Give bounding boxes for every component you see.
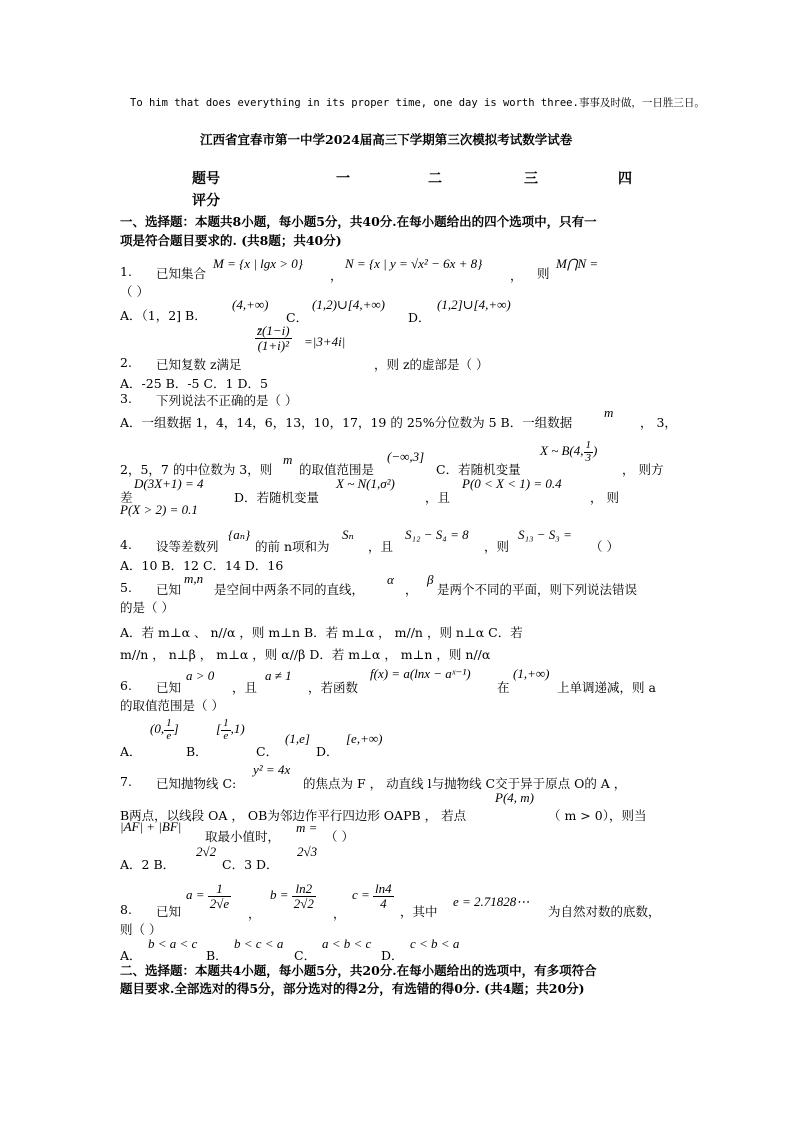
q3-line1-m: m	[604, 405, 614, 420]
q8-c	[352, 882, 394, 910]
q8-opt-b: B．	[206, 948, 228, 963]
q3-line3-b: D．若随机变量	[234, 490, 320, 505]
q4-sequence: {aₙ}	[228, 527, 251, 542]
q2-text: 已知复数 z满足	[156, 357, 242, 372]
q6-opt-b-num: 1	[223, 717, 229, 729]
q6-opt-b-math	[216, 718, 245, 742]
q7-line2-b: （ m > 0），则当	[548, 808, 647, 823]
q6-opt-a-math	[150, 718, 179, 742]
section2-heading-line2: 题目要求.全部选对的得5分，部分选对的得2分，有选错的得0分. (共4题；共20分)	[120, 981, 585, 996]
q6-opt-c-math: (1,e]	[285, 731, 310, 746]
q6-opt-b-den: e	[223, 729, 229, 742]
q3-binom-num: 1	[585, 439, 591, 451]
q2-options: A．-25 B．-5 C．1 D．5	[120, 376, 268, 391]
q6-cond1: a > 0	[186, 668, 215, 683]
score-row-label: 评分	[192, 193, 220, 209]
q7-opt-b-math: 2√2	[196, 844, 217, 859]
q4-paren: （ ）	[590, 539, 619, 554]
q3-text: 下列说法不正确的是（ ）	[156, 393, 298, 408]
q4-condition: S₁₂ − S₄ = 8	[405, 527, 469, 542]
q1-set-n: N = {x | y = √x² − 6x + 8}	[345, 256, 483, 271]
q6-opt-a: A．	[120, 744, 142, 759]
q6-opt-a-close: ]	[173, 721, 179, 737]
q3-line3-c: ，且	[425, 490, 451, 505]
q8-sep1: ，	[248, 906, 261, 921]
q8-c-lhs: c =	[352, 887, 370, 903]
q6-function: f(x) = a(lnx − aˣ⁻¹)	[370, 666, 471, 681]
q3-line1: A．一组数据 1，4，14，6，13，10，17，19 的 25%分位数为 5 B．一组数据	[120, 415, 573, 430]
q3-prob: P(0 < X < 1) = 0.4	[462, 476, 562, 491]
q6-cond2: a ≠ 1	[265, 668, 292, 683]
q7-opt-c: C．3 D．	[222, 857, 279, 872]
q1-then: 则	[537, 266, 550, 281]
q1-option-d: D．	[408, 310, 431, 325]
q1-text: 已知集合	[156, 266, 207, 281]
q8-a	[186, 882, 231, 910]
q4-text-b: 的前 n项和为	[255, 539, 330, 554]
q2-tail: ，则 z的虚部是（ ）	[374, 357, 489, 372]
q4-text-a: 设等差数列	[156, 539, 219, 554]
q1-comma2: ，	[510, 268, 523, 283]
q6-opt-b: B．	[186, 744, 208, 759]
q8-opt-a: A．	[120, 948, 142, 963]
score-col-3: 三	[524, 171, 538, 187]
q7-number: 7.	[120, 774, 132, 789]
q8-text-b: ，其中	[400, 904, 438, 919]
q8-a-den: 2√e	[209, 895, 230, 911]
q6-opt-c: C．	[256, 744, 279, 759]
q1-intersection: M⋂N =	[556, 256, 599, 271]
q4-number: 4.	[120, 537, 132, 552]
q3-binomial	[540, 440, 597, 464]
q8-opt-c: C．	[294, 948, 317, 963]
q3-line2-tail: ， 则方	[622, 462, 664, 477]
q5-beta: β	[427, 572, 434, 587]
q4-sn: Sₙ	[342, 527, 354, 542]
q4-text-c: ，且	[368, 539, 394, 554]
q6-opt-d: D．	[316, 744, 339, 759]
q1-option-b-math: (4,+∞)	[232, 297, 269, 312]
q3-normal: X ~ N(1,σ²)	[336, 476, 395, 491]
q8-opt-d-math: c < b < a	[410, 936, 460, 951]
q4-text-d: ，则	[484, 539, 510, 554]
q1-option-c: C．	[286, 310, 309, 325]
q2-equation: =|3+4i|	[304, 334, 346, 349]
q3-line2-c: C．若随机变量	[436, 462, 521, 477]
q8-c-num: ln4	[375, 881, 392, 896]
q2-number: 2.	[120, 355, 132, 370]
score-col-1: 一	[336, 171, 350, 187]
q7-m-eq: m =	[296, 820, 318, 835]
section1-heading-line1: 一、选择题：本题共8小题，每小题5分，共40分.在每小题给出的四个选项中，只有一	[120, 214, 597, 229]
q3-line2-m: m	[283, 452, 293, 467]
q1-answer-paren: （ ）	[120, 284, 149, 299]
q3-binom-den: 3	[585, 451, 591, 464]
score-header-label: 题号	[192, 171, 220, 187]
q5-number: 5.	[120, 580, 132, 595]
q4-target: S₁₃ − S₃ =	[518, 527, 572, 542]
q1-option-a: A．（1，2] B．	[120, 308, 207, 323]
q8-b-num: ln2	[292, 882, 316, 897]
q1-option-d-math: (1,2]∪[4,+∞)	[437, 297, 511, 312]
q7-text-b: 的焦点为 F ， 动直线 l与抛物线 C交于异于原点 O的 A ，	[303, 776, 627, 791]
q2-frac-den: (1+i)²	[257, 337, 290, 353]
q7-line3-paren: （ ）	[325, 829, 354, 844]
q8-b-lhs: b =	[270, 887, 289, 903]
q3-line3-d: ， 则	[590, 490, 619, 505]
q1-number: 1.	[120, 264, 132, 279]
q5-text-b: 是空间中两条不同的直线，	[214, 582, 365, 597]
q7-point: P(4, m)	[495, 790, 534, 805]
q8-a-num: 1	[208, 882, 231, 897]
q7-line2-a: B两点，以线段 OA ， OB为邻边作平行四边形 OAPB ， 若点	[120, 808, 467, 823]
q6-opt-a-num: 1	[166, 717, 172, 729]
q5-options-line1: A．若 m⊥α 、 n//α ，则 m⊥n B．若 m⊥α ， m//n ，则 n⊥α C．若	[120, 625, 523, 640]
q3-line2: 2，5，7 的中位数为 3，则	[120, 462, 273, 477]
q3-number: 3.	[120, 391, 132, 406]
q6-text-b: ，且	[232, 680, 258, 695]
q1-comma1: ，	[330, 268, 343, 283]
q5-text-a: 已知	[156, 582, 182, 597]
q1-option-c-math: (1,2)∪[4,+∞)	[312, 297, 385, 312]
q3-line1-tail: ， 3，	[640, 415, 677, 430]
q5-options-line2: m//n ， n⊥β ， m⊥α ，则 α//β D．若 m⊥α ， m⊥n ，则 n//α	[120, 647, 491, 662]
q6-interval: (1,+∞)	[513, 666, 550, 681]
section1-heading-line2: 项是符合题目要求的. (共8题；共40分)	[120, 233, 342, 248]
q6-text-e: 上单调递减，则 a	[557, 680, 656, 695]
q5-text-c: ，	[405, 582, 418, 597]
q6-opt-a-open: (0,	[150, 721, 165, 737]
q4-options: A．10 B．12 C．14 D．16	[120, 558, 284, 573]
q6-opt-b-close: ,1)	[230, 721, 245, 737]
q6-text-a: 已知	[156, 680, 182, 695]
q5-line2: 的是（ ）	[120, 600, 174, 615]
q8-number: 8.	[120, 902, 132, 917]
q8-text-a: 已知	[156, 904, 182, 919]
q8-opt-d: D．	[381, 948, 404, 963]
q8-b-den: 2√2	[293, 895, 314, 911]
q7-parabola: y² = 4x	[253, 762, 291, 777]
q1-set-m: M = {x | lgx > 0}	[213, 256, 303, 271]
q3-variance: D(3X+1) = 4	[134, 476, 204, 491]
q6-number: 6.	[120, 678, 132, 693]
q7-opt-a: A．2 B．	[120, 857, 176, 872]
page-title: 江西省宜春市第一中学2024届高三下学期第三次模拟考试数学试卷	[200, 132, 573, 147]
q7-opt-d-math: 2√3	[297, 844, 318, 859]
q8-opt-b-math: b < c < a	[234, 936, 284, 951]
q8-e-value: e = 2.71828⋯	[453, 894, 530, 909]
q3-binomial-end: )	[593, 443, 598, 459]
q8-opt-a-math: b < a < c	[148, 936, 198, 951]
q7-text-a: 已知抛物线 C:	[156, 776, 237, 791]
q5-alpha: α	[387, 572, 394, 587]
q6-text-c: ，若函数	[308, 680, 359, 695]
q3-line4: P(X > 2) = 0.1	[120, 502, 198, 517]
q7-line3-a: 取最小值时，	[205, 829, 281, 844]
q3-line2-b: 的取值范围是	[299, 462, 375, 477]
q3-binomial-a: X ~ B(4,	[540, 443, 584, 459]
q3-range: (−∞,3]	[387, 449, 425, 464]
q7-line3-math: |AF| + |BF|	[120, 819, 182, 834]
q8-a-lhs: a =	[186, 887, 205, 903]
q8-line2: 则（ ）	[120, 922, 162, 937]
score-col-2: 二	[428, 171, 442, 187]
q5-mn: m,n	[184, 571, 204, 586]
q6-opt-d-math: [e,+∞)	[346, 731, 383, 746]
section2-heading-line1: 二、选择题：本题共4小题，每小题5分，共20分.在每小题给出的选项中，有多项符合	[120, 963, 597, 978]
header-quote: To him that does everything in its proper time, one day is worth three.事事及时做，一日胜三日。	[130, 97, 705, 109]
q6-line2: 的取值范围是（ ）	[120, 698, 224, 713]
q6-opt-a-den: e	[166, 729, 172, 742]
q6-opt-b-open: [	[216, 721, 222, 737]
q2-frac-num: z̄(1−i)	[257, 323, 290, 338]
q3-line3-a: 差	[120, 490, 133, 505]
q8-opt-c-math: a < b < c	[322, 936, 372, 951]
q2-fraction	[255, 324, 292, 352]
q8-b	[270, 882, 316, 910]
score-col-4: 四	[618, 171, 632, 187]
q5-text-d: 是两个不同的平面，则下列说法错误	[437, 582, 638, 597]
q8-sep2: ，	[333, 906, 346, 921]
q8-text-c: 为自然对数的底数，	[548, 904, 661, 919]
q8-c-den: 4	[380, 895, 387, 911]
q6-text-d: 在	[497, 680, 510, 695]
